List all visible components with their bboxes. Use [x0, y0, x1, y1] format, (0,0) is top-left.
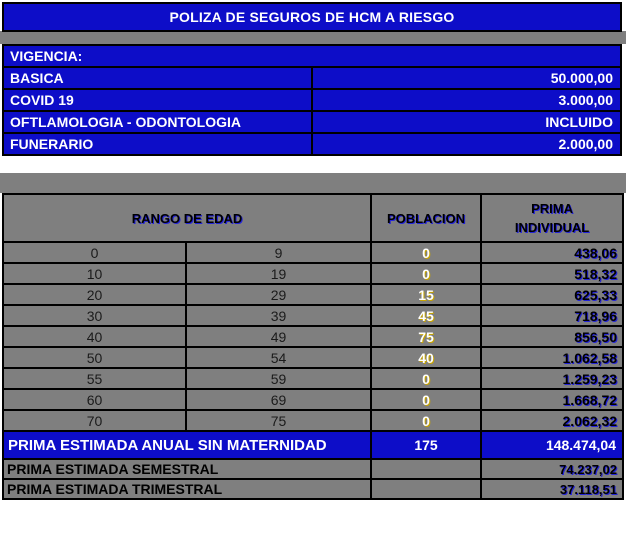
- coverage-row: [3, 67, 621, 89]
- coverage-value-funerario[interactable]: 2.000,00: [312, 133, 621, 155]
- coverage-label-covid[interactable]: COVID 19: [3, 89, 312, 111]
- total-annual-label[interactable]: PRIMA ESTIMADA ANUAL SIN MATERNIDAD: [3, 431, 371, 459]
- age-row: [3, 368, 623, 389]
- age-to-cell[interactable]: 69: [186, 389, 371, 410]
- total-annual-row: [3, 431, 623, 459]
- premium-cell[interactable]: 2.062,32: [481, 410, 623, 431]
- divider-band-top: [0, 31, 626, 44]
- age-from-cell[interactable]: 40: [3, 326, 186, 347]
- age-row: [3, 305, 623, 326]
- coverage-value-covid[interactable]: 3.000,00: [312, 89, 621, 111]
- total-trimestral-value[interactable]: 37.118,51: [481, 479, 623, 499]
- header-prima-line2: INDIVIDUAL: [514, 220, 590, 235]
- age-premium-table: [2, 193, 624, 500]
- population-cell[interactable]: 0: [371, 368, 481, 389]
- age-from-cell[interactable]: 60: [3, 389, 186, 410]
- age-row: [3, 347, 623, 368]
- header-prima-individual[interactable]: [481, 194, 623, 242]
- age-row: [3, 242, 623, 263]
- premium-cell[interactable]: 625,33: [481, 284, 623, 305]
- population-cell[interactable]: 75: [371, 326, 481, 347]
- population-cell[interactable]: 0: [371, 263, 481, 284]
- age-from-cell[interactable]: 30: [3, 305, 186, 326]
- age-row: [3, 284, 623, 305]
- age-from-cell[interactable]: 20: [3, 284, 186, 305]
- population-cell[interactable]: 0: [371, 410, 481, 431]
- age-row: [3, 389, 623, 410]
- coverage-value-basica[interactable]: 50.000,00: [312, 67, 621, 89]
- premium-cell[interactable]: 718,96: [481, 305, 623, 326]
- age-table-header-row: [3, 194, 623, 242]
- age-to-cell[interactable]: 75: [186, 410, 371, 431]
- age-to-cell[interactable]: 39: [186, 305, 371, 326]
- population-cell[interactable]: 40: [371, 347, 481, 368]
- divider-band-middle: [0, 173, 626, 193]
- coverage-header-row: [3, 45, 621, 67]
- premium-cell[interactable]: 1.668,72: [481, 389, 623, 410]
- age-to-cell[interactable]: 19: [186, 263, 371, 284]
- policy-title: POLIZA DE SEGUROS DE HCM A RIESGO: [2, 2, 622, 32]
- total-trimestral-row: [3, 479, 623, 499]
- population-cell[interactable]: 45: [371, 305, 481, 326]
- population-cell[interactable]: 0: [371, 389, 481, 410]
- coverage-label-basica[interactable]: BASICA: [3, 67, 312, 89]
- coverage-label-oftalmologia[interactable]: OFTLAMOLOGIA - ODONTOLOGIA: [3, 111, 312, 133]
- age-to-cell[interactable]: 54: [186, 347, 371, 368]
- premium-cell[interactable]: 856,50: [481, 326, 623, 347]
- age-row: [3, 326, 623, 347]
- total-semestral-value[interactable]: 74.237,02: [481, 459, 623, 479]
- total-annual-value[interactable]: 148.474,04: [481, 431, 623, 459]
- age-to-cell[interactable]: 49: [186, 326, 371, 347]
- age-from-cell[interactable]: 55: [3, 368, 186, 389]
- header-rango-de-edad[interactable]: RANGO DE EDAD: [3, 194, 371, 242]
- total-semestral-row: [3, 459, 623, 479]
- age-from-cell[interactable]: 10: [3, 263, 186, 284]
- age-to-cell[interactable]: 9: [186, 242, 371, 263]
- premium-cell[interactable]: 1.259,23: [481, 368, 623, 389]
- premium-cell[interactable]: 518,32: [481, 263, 623, 284]
- age-from-cell[interactable]: 0: [3, 242, 186, 263]
- coverage-table: [2, 44, 622, 156]
- coverage-label-funerario[interactable]: FUNERARIO: [3, 133, 312, 155]
- total-trimestral-empty-cell[interactable]: [371, 479, 481, 499]
- total-trimestral-label[interactable]: PRIMA ESTIMADA TRIMESTRAL: [3, 479, 371, 499]
- coverage-row: [3, 111, 621, 133]
- total-semestral-label[interactable]: PRIMA ESTIMADA SEMESTRAL: [3, 459, 371, 479]
- total-population-cell[interactable]: 175: [371, 431, 481, 459]
- age-from-cell[interactable]: 70: [3, 410, 186, 431]
- header-poblacion[interactable]: POBLACION: [371, 194, 481, 242]
- coverage-row: [3, 133, 621, 155]
- age-from-cell[interactable]: 50: [3, 347, 186, 368]
- age-row: [3, 263, 623, 284]
- age-row: [3, 410, 623, 431]
- premium-cell[interactable]: 438,06: [481, 242, 623, 263]
- vigencia-header-cell[interactable]: VIGENCIA:: [3, 45, 621, 67]
- total-semestral-empty-cell[interactable]: [371, 459, 481, 479]
- header-prima-line1: PRIMA: [531, 200, 573, 216]
- premium-cell[interactable]: 1.062,58: [481, 347, 623, 368]
- age-to-cell[interactable]: 59: [186, 368, 371, 389]
- coverage-row: [3, 89, 621, 111]
- coverage-value-oftalmologia[interactable]: INCLUIDO: [312, 111, 621, 133]
- age-to-cell[interactable]: 29: [186, 284, 371, 305]
- population-cell[interactable]: 15: [371, 284, 481, 305]
- population-cell[interactable]: 0: [371, 242, 481, 263]
